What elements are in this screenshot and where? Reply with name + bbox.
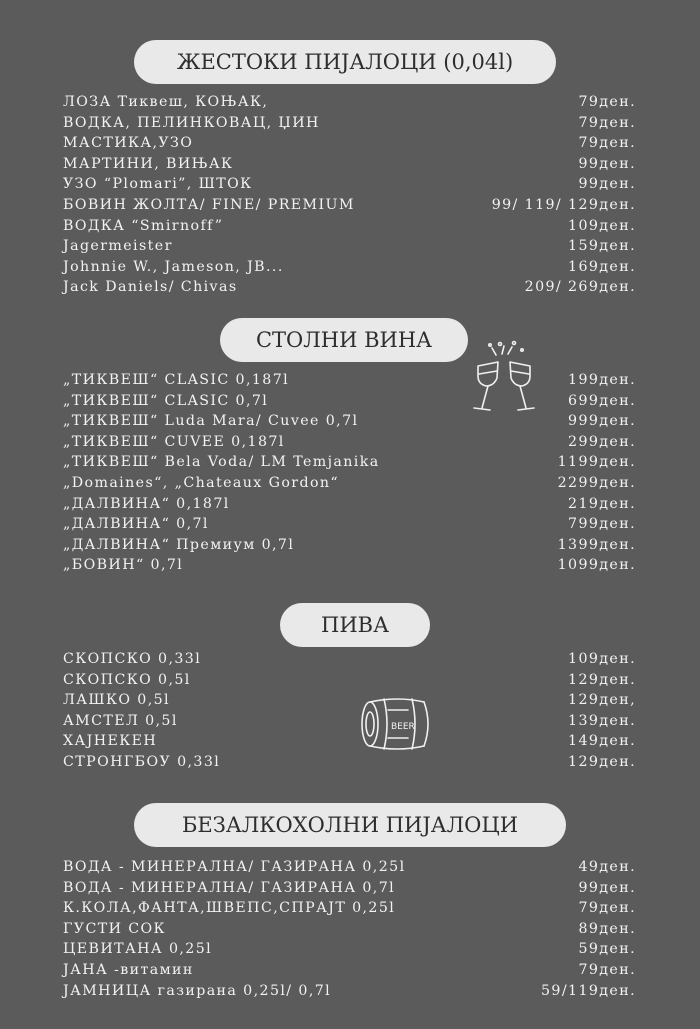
item-name: „ТИКВЕШ“ Bela Voda/ LM Temjanika <box>63 454 380 471</box>
menu-item <box>63 535 636 556</box>
item-price: 159ден. <box>568 238 636 255</box>
menu-item <box>63 452 636 473</box>
item-price: 99/ 119/ 129ден. <box>491 196 636 213</box>
item-price: 1399ден. <box>557 536 636 553</box>
beers-list <box>63 649 636 773</box>
item-price: 79ден. <box>578 900 636 917</box>
item-name: ЈАНА -витамин <box>63 961 194 978</box>
menu-item <box>63 174 636 195</box>
menu-item <box>63 981 636 1002</box>
menu-item <box>63 432 636 453</box>
section-title-beers: ПИВА <box>280 603 430 647</box>
item-price: 209/ 269ден. <box>524 279 636 296</box>
item-price: 79ден. <box>578 135 636 152</box>
menu-item <box>63 670 636 691</box>
menu-item <box>63 216 636 237</box>
item-price: 199ден. <box>568 372 636 388</box>
menu-item <box>63 878 636 899</box>
section-title-spirits: ЖЕСТОКИ ПИЈАЛОЦИ (0,04l) <box>134 40 556 84</box>
item-price: 59ден. <box>578 941 636 958</box>
menu-item <box>63 690 636 711</box>
item-name: ГУСТИ СОК <box>63 920 166 937</box>
item-price: 49ден. <box>578 859 636 875</box>
section-title-table-wines: СТОЛНИ ВИНА <box>220 318 468 362</box>
menu-item <box>63 370 636 391</box>
menu-item <box>63 92 636 113</box>
item-price: 2299ден. <box>557 474 636 491</box>
menu-item <box>63 898 636 919</box>
menu-item <box>63 113 636 134</box>
item-name: АМСТЕЛ 0,5l <box>63 712 178 729</box>
item-name: „БОВИН“ 0,7l <box>63 557 184 574</box>
item-name: СТРОНГБОУ 0,33l <box>63 753 221 770</box>
item-price: 169ден. <box>568 258 636 275</box>
menu-item <box>63 711 636 732</box>
item-name: Jack Daniels/ Chivas <box>63 279 238 296</box>
item-price: 799ден. <box>568 516 636 533</box>
item-name: ЦЕВИТАНА 0,25l <box>63 941 213 958</box>
item-name: ВОДА - МИНЕРАЛНА/ ГАЗИРАНА 0,25l <box>63 859 406 875</box>
menu-item <box>63 939 636 960</box>
item-name: ХАЈНЕКЕН <box>63 733 158 750</box>
item-price: 89ден. <box>578 920 636 937</box>
menu-item <box>63 857 636 878</box>
menu-item <box>63 649 636 670</box>
item-name: „ДАЛВИНА“ 0,187l <box>63 495 230 512</box>
menu-item <box>63 473 636 494</box>
item-price: 99ден. <box>578 155 636 172</box>
item-name: ВОДКА “Smirnoff” <box>63 217 224 234</box>
item-price: 129ден. <box>568 671 636 688</box>
menu-item <box>63 514 636 535</box>
item-name: Jagermeister <box>63 238 173 255</box>
wines-list <box>63 370 636 576</box>
item-price: 79ден. <box>578 94 636 110</box>
item-name: „ТИКВЕШ“ CLASIC 0,187l <box>63 372 290 388</box>
item-price: 59/119ден. <box>540 982 636 999</box>
menu-item <box>63 731 636 752</box>
menu-item <box>63 494 636 515</box>
item-name: ВОДКА, ПЕЛИНКОВАЦ, ЏИН <box>63 114 320 131</box>
menu-item <box>63 919 636 940</box>
menu-item <box>63 154 636 175</box>
item-price: 109ден. <box>568 651 636 667</box>
item-price: 299ден. <box>568 433 636 450</box>
item-name: СКОПСКО 0,5l <box>63 671 191 688</box>
item-price: 149ден. <box>568 733 636 750</box>
menu-item <box>63 391 636 412</box>
svg-text:BEER: BEER <box>391 722 415 732</box>
item-price: 79ден. <box>578 961 636 978</box>
menu-item <box>63 960 636 981</box>
item-price: 1199ден. <box>557 454 636 471</box>
menu-item <box>63 236 636 257</box>
item-price: 699ден. <box>568 392 636 409</box>
menu-item <box>63 752 636 773</box>
item-price: 79ден. <box>578 114 636 131</box>
item-name: ЈАМНИЦА газирана 0,25l/ 0,7l <box>63 982 332 999</box>
item-price: 99ден. <box>578 879 636 896</box>
item-name: ЛОЗА Тиквеш, КОЊАК, <box>63 94 269 110</box>
item-name: „Domaines“, „Chateaux Gordon“ <box>63 474 340 491</box>
item-price: 1099ден. <box>557 557 636 574</box>
item-name: Johnnie W., Jameson, JB... <box>63 258 284 275</box>
item-name: УЗО “Plomari”, ШТОК <box>63 176 253 193</box>
item-name: ЛАШКО 0,5l <box>63 692 170 709</box>
menu-item <box>63 277 636 298</box>
item-price: 219ден. <box>568 495 636 512</box>
item-name: ВОДА - МИНЕРАЛНА/ ГАЗИРАНА 0,7l <box>63 879 396 896</box>
item-price: 999ден. <box>568 413 636 430</box>
item-name: БОВИН ЖОЛТА/ FINE/ PREMIUM <box>63 196 355 213</box>
menu-item <box>63 133 636 154</box>
item-name: К.КОЛА,ФАНТА,ШВЕПС,СПРАЈТ 0,25l <box>63 900 396 917</box>
section-title-soft-drinks: БЕЗАЛКОХОЛНИ ПИЈАЛОЦИ <box>134 803 566 847</box>
item-name: СКОПСКО 0,33l <box>63 651 202 667</box>
item-name: „ДАЛВИНА“ Премиум 0,7l <box>63 536 295 553</box>
item-price: 139ден. <box>568 712 636 729</box>
item-name: „ДАЛВИНА“ 0,7l <box>63 516 209 533</box>
item-price: 129ден. <box>568 753 636 770</box>
item-name: МАСТИКА,УЗО <box>63 135 194 152</box>
item-name: „ТИКВЕШ“ CLASIC 0,7l <box>63 392 269 409</box>
menu-item <box>63 555 636 576</box>
item-name: „ТИКВЕШ“ Luda Mara/ Cuvee 0,7l <box>63 413 359 430</box>
item-name: „ТИКВЕШ“ CUVEE 0,187l <box>63 433 285 450</box>
menu-item <box>63 257 636 278</box>
item-price: 129ден, <box>568 692 636 709</box>
menu-item <box>63 411 636 432</box>
item-name: МАРТИНИ, ВИЊАК <box>63 155 234 172</box>
soft-drinks-list <box>63 857 636 1001</box>
item-price: 99ден. <box>578 176 636 193</box>
spirits-list <box>63 92 636 298</box>
item-price: 109ден. <box>568 217 636 234</box>
menu-item <box>63 195 636 216</box>
